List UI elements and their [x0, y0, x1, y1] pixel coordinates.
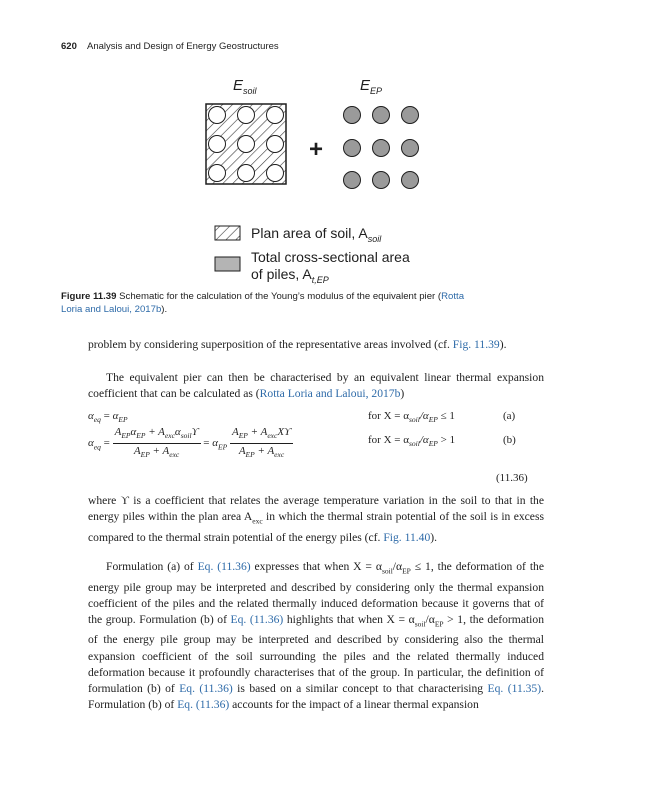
label-e-ep: $E_{EP}$	[360, 77, 383, 96]
fig-11-39-link[interactable]: Fig. 11.39	[452, 338, 500, 351]
legend-soil-swatch	[215, 226, 240, 240]
page-number: 620	[61, 41, 77, 52]
figure-caption	[61, 290, 593, 316]
eq-11-36-link-4[interactable]: Eq. (11.36)	[177, 698, 230, 712]
legend-piles-text-line2: of piles, $A_{t,EP}$	[251, 266, 329, 285]
eq-11-35-link[interactable]: Eq. (11.35)	[487, 682, 542, 696]
fig-11-40-link[interactable]: Fig. 11.40	[383, 530, 431, 544]
legend-piles-text-line1: Total cross-sectional area	[251, 249, 410, 265]
equation-line-b: $\alpha_{eq}$ = $\frac{A_{EP}\alpha_{EP} + A_{exc}\alpha_{soil}ϒ}{A_{EP} + A_{exc}}$ = $\alpha_{EP}$ $\frac{A_{EP} + A_{exc}Xϒ}{A_{EP} + A_{exc}}$	[88, 426, 292, 460]
caption-label: Figure 11.39	[61, 291, 117, 302]
paragraph-3: where ϒ is a coefficient that relates the average temperature variation in the soil to that in the energy piles within the plan area $A_{exc}$ in which the thermal strain potential of the soil is in excess compared to the thermal strain potential of the energy piles (cf. Fig. 11.40).	[88, 494, 544, 544]
equation-number: (11.36)	[496, 472, 528, 484]
eq-11-36-link-1[interactable]: Eq. (11.36)	[197, 560, 251, 573]
label-e-soil: $E_{soil}$	[233, 77, 257, 96]
paragraph-2: The equivalent pier can then be characterised by an equivalent linear thermal expansion coefficient that can be calculated as (Rotta Loria and Laloui, 2017b)	[88, 371, 544, 401]
plus-sign: +	[308, 136, 324, 163]
rotta-loria-link[interactable]: Rotta Loria and Laloui, 2017b	[259, 387, 401, 401]
legend-piles-swatch	[215, 257, 240, 271]
equation-tag-a: (a)	[503, 410, 516, 422]
figure-schematic	[0, 0, 648, 290]
equation-condition-a: for $X = \alpha_{soil}/\alpha_{EP} \le 1$	[368, 410, 455, 425]
running-title: Analysis and Design of Energy Geostructures	[86, 41, 279, 52]
caption-citation-link[interactable]: Rotta Loria and Laloui, 2017b	[61, 291, 465, 315]
pile-cross-sections	[344, 107, 419, 189]
paragraph-1: problem by considering superposition of the representative areas involved (cf. Fig. 11.39).	[88, 338, 507, 351]
equation-line-a: $\alpha_{eq} = \alpha_{EP}$	[88, 410, 128, 425]
soil-pile-holes	[209, 107, 284, 182]
equation-condition-b: for $X = \alpha_{soil}/\alpha_{EP} > 1$	[368, 434, 456, 449]
equation-tag-b: (b)	[503, 434, 516, 446]
paragraph-4: Formulation (a) of Eq. (11.36) expresses that when $X = \alpha_{soil}/\alpha_{EP} \le 1$, the deformation of the energy pile group may be interpreted and described by considering only the thermal expansion coefficient of the piles and the related thermally induced deformation because it governs that of the group. Formulation (b) of Eq. (11.36) highlights that when $X = \alpha_{soil}/\alpha_{EP} > 1$, the deformation of the energy pile group may be interpreted and described by considering also the thermal expansion coefficient of the soil surrounding the piles and the related thermally induced deformation because it profoundly characterises that of the group. In particular, the definition of formulation (b) of Eq. (11.36) is based on a similar concept to that characterising Eq. (11.35). Formulation (b) of Eq. (11.36) accounts for the impact of a linear thermal expansion	[88, 560, 544, 712]
caption-end: ).	[161, 304, 168, 315]
eq-11-36-link-3[interactable]: Eq. (11.36)	[179, 682, 233, 696]
legend-soil-text: Plan area of soil, $A_{soil}$	[251, 225, 382, 244]
eq-11-36-link-2[interactable]: Eq. (11.36)	[230, 612, 284, 626]
caption-text: Schematic for the calculation of the Young’s modulus of the equivalent pier (	[116, 291, 442, 302]
